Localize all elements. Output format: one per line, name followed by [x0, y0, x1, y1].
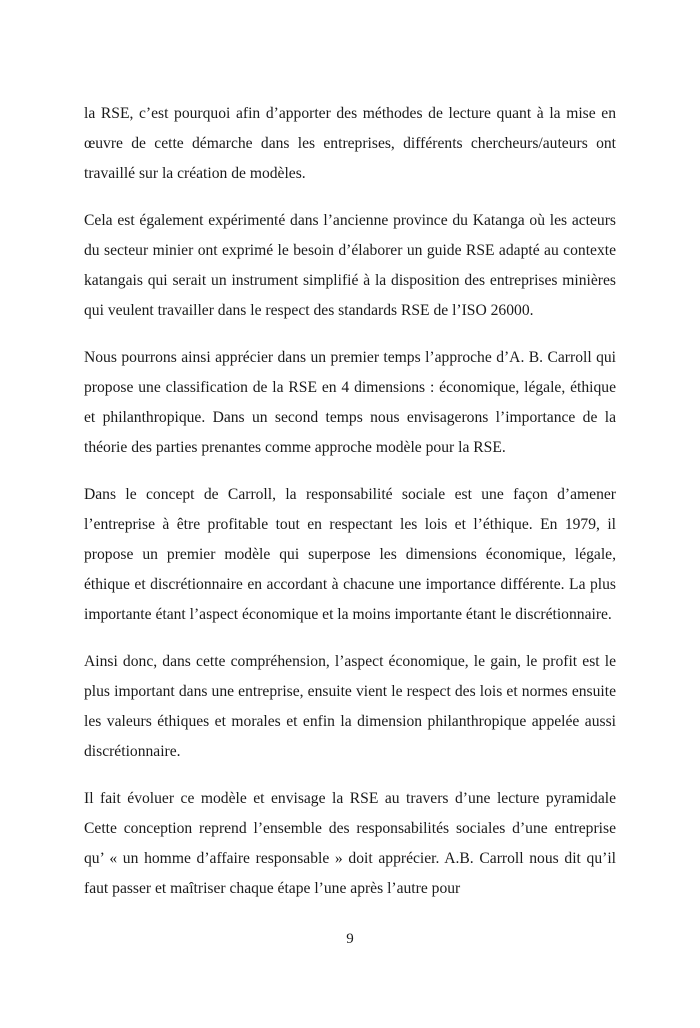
paragraph-1: la RSE, c’est pourquoi afin d’apporter des méthodes de lecture quant à la mise en œuvre de cette démarche dans les entreprises, différents chercheurs/auteurs ont travaillé sur la création de modèles.: [84, 105, 616, 182]
paragraph-3: Nous pourrons ainsi apprécier dans un premier temps l’approche d’A. B. Carroll qui propose une classification de la RSE en 4 dimensions : économique, légale, éthique et philanthropique. Dans un second temps nous envisagerons l’importance de la théorie des parties prenantes comme approche modèle pour la RSE.: [84, 349, 616, 456]
paragraph-6: Il fait évoluer ce modèle et envisage la RSE au travers d’une lecture pyramidale Cette conception reprend l’ensemble des responsabilités sociales d’une entreprise qu’ « un homme d’affaire responsable » doit apprécier. A.B. Carroll nous dit qu’il faut passer et maîtriser chaque étape l’une après l’autre pour: [84, 790, 616, 897]
paragraph-5: Ainsi donc, dans cette compréhension, l’aspect économique, le gain, le profit est le plus important dans une entreprise, ensuite vient le respect des lois et normes ensuite les valeurs éthiques et morales et enfin la dimension philanthropique appelée aussi discrétionnaire.: [84, 653, 616, 760]
text-body: [84, 99, 616, 921]
paragraph-2: Cela est également expérimenté dans l’ancienne province du Katanga où les acteurs du secteur minier ont exprimé le besoin d’élaborer un guide RSE adapté au contexte katangais qui serait un instrument simplifié à la disposition des entreprises minières qui veulent travailler dans le respect des standards RSE de l’ISO 26000.: [84, 212, 616, 319]
paragraph-4: Dans le concept de Carroll, la responsabilité sociale est une façon d’amener l’entreprise à être profitable tout en respectant les lois et l’éthique. En 1979, il propose un premier modèle qui superpose les dimensions économique, légale, éthique et discrétionnaire en accordant à chacune une importance différente. La plus importante étant l’aspect économique et la moins importante étant le discrétionnaire.: [84, 486, 616, 623]
page-number: 9: [346, 931, 354, 947]
